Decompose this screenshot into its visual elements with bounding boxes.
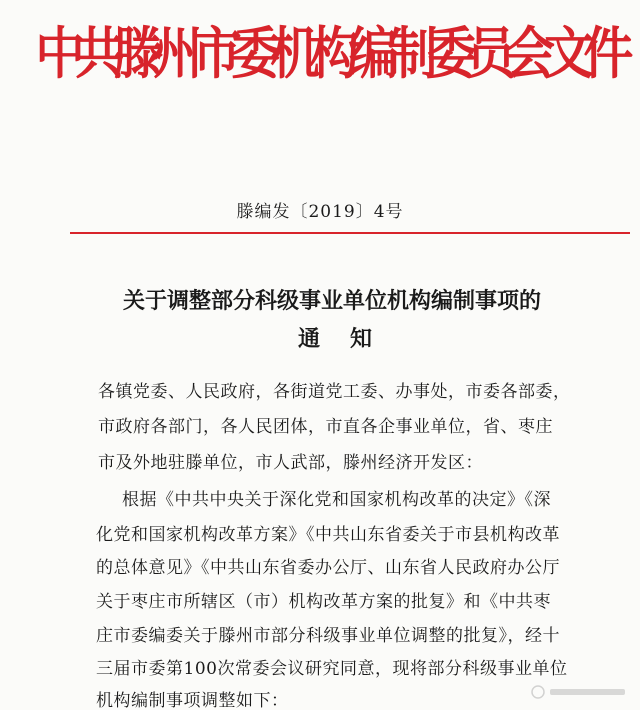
body-paragraph-line-4: 关于枣庄市所辖区（市）机构改革方案的批复》和《中共枣 (96, 592, 551, 612)
body-paragraph-line-5: 庄市委编委关于滕州市部分科级事业单位调整的批复》，经十 (96, 626, 560, 646)
notice-title-line-2: 通知 (297, 326, 402, 352)
notice-title-line-1: 关于调整部分科级事业单位机构编制事项的 (122, 288, 541, 314)
body-paragraph-line-7: 机构编制事项调整如下： (96, 691, 289, 710)
body-paragraph-line-2: 化党和国家机构改革方案》《中共山东省委关于市县机构改革 (96, 525, 560, 545)
body-paragraph-line-1: 根据《中共中央关于深化党和国家机构改革的决定》《深 (122, 490, 551, 510)
addressee-line-2: 市政府各部门，各人民团体，市直各企事业单位，省、枣庄 (98, 417, 553, 437)
watermark-icon (530, 684, 630, 700)
red-divider-line (70, 232, 630, 234)
body-paragraph-line-6: 三届市委第100次常委会议研究同意，现将部分科级事业单位 (96, 659, 568, 679)
masthead-title: 中共滕州市委机构编制委员会文件 (35, 21, 623, 87)
addressee-line-3: 市及外地驻滕单位，市人武部，滕州经济开发区： (98, 453, 483, 473)
document-number: 滕编发〔2019〕4号 (236, 202, 404, 222)
body-paragraph-line-3: 的总体意见》《中共山东省委办公厅、山东省人民政府办公厅 (96, 558, 560, 578)
addressee-line-1: 各镇党委、人民政府，各街道党工委、办事处，市委各部委， (98, 382, 571, 402)
